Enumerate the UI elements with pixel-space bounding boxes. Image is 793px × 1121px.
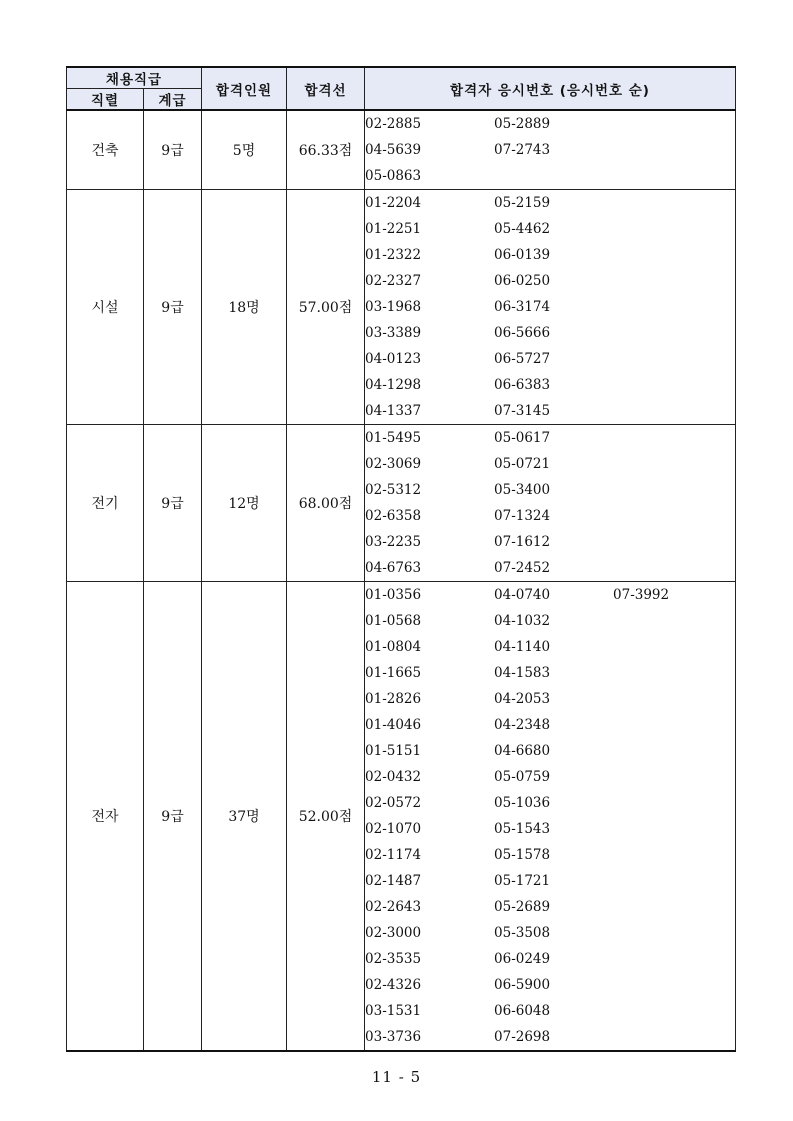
exam-number-line [365, 1024, 735, 1050]
exam-number: 03-1968 [365, 299, 422, 315]
exam-number-line [365, 372, 735, 398]
exam-number: 06-0250 [494, 273, 551, 289]
exam-number: 04-2348 [494, 717, 551, 733]
table-row [67, 582, 736, 1052]
exam-number-line [365, 686, 735, 712]
exam-number: 02-6358 [365, 508, 422, 524]
header-pass-count: 합격인원 [202, 67, 287, 110]
exam-number: 01-5151 [365, 743, 422, 759]
exam-number: 06-6048 [494, 1003, 551, 1019]
exam-number: 02-2327 [365, 273, 422, 289]
exam-number: 05-2159 [494, 195, 551, 211]
grade-cell: 9급 [144, 425, 202, 582]
exam-number-line [365, 712, 735, 738]
exam-number: 07-3145 [494, 403, 551, 419]
exam-number: 06-5666 [494, 325, 551, 341]
exam-number: 02-5312 [365, 482, 422, 498]
exam-number: 03-3736 [365, 1029, 422, 1045]
exam-number-line [365, 242, 735, 268]
exam-number: 04-2053 [494, 691, 551, 707]
exam-number: 01-0568 [365, 613, 422, 629]
results-table [66, 66, 736, 1052]
exam-number: 04-0740 [494, 587, 551, 603]
exam-number: 04-1032 [494, 613, 551, 629]
exam-number: 05-0617 [494, 430, 551, 446]
table-header [67, 67, 736, 110]
exam-number-line [365, 503, 735, 529]
exam-number-line [365, 868, 735, 894]
exam-number: 05-1543 [494, 821, 551, 837]
exam-numbers-cell [365, 190, 736, 425]
exam-number: 05-2689 [494, 899, 551, 915]
exam-number: 02-1174 [365, 847, 422, 863]
job-series-cell: 전자 [67, 582, 144, 1052]
exam-number-line [365, 190, 735, 216]
exam-number-line [365, 842, 735, 868]
table-row [67, 190, 736, 425]
exam-number: 01-1665 [365, 665, 422, 681]
exam-number: 02-0572 [365, 795, 422, 811]
exam-number: 02-4326 [365, 977, 422, 993]
header-exam-numbers: 합격자 응시번호 (응시번호 순) [365, 67, 736, 110]
exam-number-line [365, 946, 735, 972]
exam-number: 05-0721 [494, 456, 551, 472]
exam-number: 06-5727 [494, 351, 551, 367]
exam-number: 02-3000 [365, 925, 422, 941]
exam-number: 04-6680 [494, 743, 551, 759]
pass-score-cell: 68.00점 [287, 425, 365, 582]
exam-number-line [365, 163, 735, 189]
exam-number: 04-5639 [365, 142, 422, 158]
exam-number: 01-0804 [365, 639, 422, 655]
pass-score-cell: 52.00점 [287, 582, 365, 1052]
exam-number: 02-2885 [365, 116, 422, 132]
exam-number: 01-2251 [365, 221, 422, 237]
exam-number: 05-0759 [494, 769, 551, 785]
exam-number: 07-2452 [494, 560, 551, 576]
exam-number: 07-3992 [613, 587, 670, 603]
exam-number: 04-6763 [365, 560, 422, 576]
exam-number: 04-1298 [365, 377, 422, 393]
header-grade: 계급 [144, 89, 202, 111]
exam-number-line [365, 790, 735, 816]
exam-number: 06-3174 [494, 299, 551, 315]
exam-number: 05-2889 [494, 116, 551, 132]
pass-score-cell: 57.00점 [287, 190, 365, 425]
exam-number-line [365, 608, 735, 634]
table-row [67, 110, 736, 190]
exam-number: 02-0432 [365, 769, 422, 785]
exam-number: 02-1070 [365, 821, 422, 837]
pass-count-cell: 18명 [202, 190, 287, 425]
exam-number: 05-3508 [494, 925, 551, 941]
exam-number: 02-3069 [365, 456, 422, 472]
exam-number: 07-1324 [494, 508, 551, 524]
table-body [67, 110, 736, 1051]
exam-number: 04-1583 [494, 665, 551, 681]
exam-number: 04-0123 [365, 351, 422, 367]
page-number: 11 - 5 [371, 1068, 422, 1086]
exam-number-line [365, 764, 735, 790]
grade-cell: 9급 [144, 582, 202, 1052]
grade-cell: 9급 [144, 190, 202, 425]
exam-number-line [365, 660, 735, 686]
exam-number: 05-1721 [494, 873, 551, 889]
exam-numbers-cell [365, 110, 736, 190]
exam-number: 05-4462 [494, 221, 551, 237]
header-pass-score: 합격선 [287, 67, 365, 110]
exam-number-line [365, 816, 735, 842]
exam-number: 03-3389 [365, 325, 422, 341]
job-series-cell: 건축 [67, 110, 144, 190]
exam-number: 01-4046 [365, 717, 422, 733]
exam-number-line [365, 268, 735, 294]
job-series-cell: 시설 [67, 190, 144, 425]
exam-number: 06-5900 [494, 977, 551, 993]
exam-number-line [365, 451, 735, 477]
exam-number: 02-3535 [365, 951, 422, 967]
exam-number: 05-1578 [494, 847, 551, 863]
exam-number: 06-0249 [494, 951, 551, 967]
pass-count-cell: 37명 [202, 582, 287, 1052]
exam-number-line [365, 998, 735, 1024]
exam-number: 01-2322 [365, 247, 422, 263]
exam-number-line [365, 634, 735, 660]
exam-number: 04-1337 [365, 403, 422, 419]
exam-number-line [365, 320, 735, 346]
exam-number-line [365, 294, 735, 320]
exam-number: 06-6383 [494, 377, 551, 393]
exam-number: 05-1036 [494, 795, 551, 811]
exam-number: 03-1531 [365, 1003, 422, 1019]
job-series-cell: 전기 [67, 425, 144, 582]
exam-numbers-cell [365, 425, 736, 582]
exam-number-line [365, 738, 735, 764]
exam-number-line [365, 111, 735, 137]
header-job-series: 직렬 [67, 89, 144, 111]
grade-cell: 9급 [144, 110, 202, 190]
pass-count-cell: 12명 [202, 425, 287, 582]
exam-number: 01-2826 [365, 691, 422, 707]
exam-number: 03-2235 [365, 534, 422, 550]
exam-number: 07-1612 [494, 534, 551, 550]
exam-number: 06-0139 [494, 247, 551, 263]
exam-number: 01-2204 [365, 195, 422, 211]
pass-score-cell: 66.33점 [287, 110, 365, 190]
exam-number-line [365, 582, 735, 608]
exam-number: 04-1140 [494, 639, 551, 655]
exam-number-line [365, 972, 735, 998]
exam-number-line [365, 346, 735, 372]
exam-number: 05-0863 [365, 168, 422, 184]
exam-number: 01-0356 [365, 587, 422, 603]
exam-number-line [365, 555, 735, 581]
exam-number-line [365, 477, 735, 503]
table-row [67, 425, 736, 582]
exam-number: 01-5495 [365, 430, 422, 446]
exam-number: 02-1487 [365, 873, 422, 889]
exam-number-line [365, 894, 735, 920]
exam-number: 07-2743 [494, 142, 551, 158]
exam-numbers-cell [365, 582, 736, 1052]
exam-number-line [365, 398, 735, 424]
exam-number-line [365, 529, 735, 555]
exam-number: 05-3400 [494, 482, 551, 498]
exam-number-line [365, 425, 735, 451]
exam-number-line [365, 920, 735, 946]
exam-number-line [365, 216, 735, 242]
pass-count-cell: 5명 [202, 110, 287, 190]
exam-number: 07-2698 [494, 1029, 551, 1045]
exam-number-line [365, 137, 735, 163]
exam-number: 02-2643 [365, 899, 422, 915]
header-recruit-level: 채용직급 [67, 67, 202, 89]
